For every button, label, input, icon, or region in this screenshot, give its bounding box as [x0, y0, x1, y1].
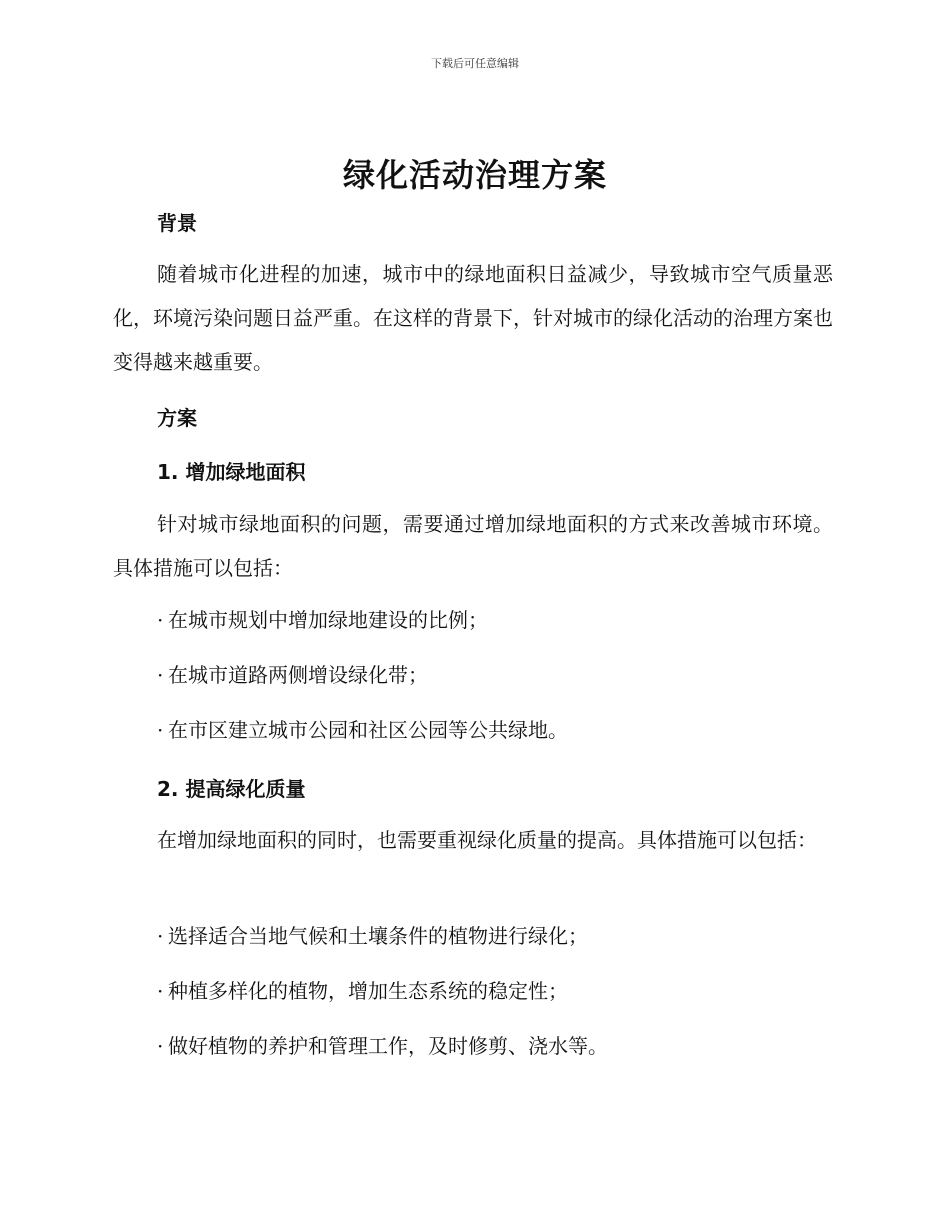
list-item: [157, 661, 428, 689]
list-item: [157, 716, 568, 744]
subsection-heading-2: 2. 提高绿化质量: [157, 777, 306, 801]
subsection-heading-1: 1. 增加绿地面积: [157, 460, 306, 484]
list-item: [157, 606, 488, 634]
bullet-marker: ·: [157, 924, 164, 948]
list-item-text: 做好植物的养护和管理工作，及时修剪、浇水等。: [168, 1034, 608, 1058]
header-note: 下载后可任意编辑: [431, 57, 519, 70]
bullet-marker: ·: [157, 718, 164, 742]
section-heading-background: 背景: [157, 211, 197, 235]
list-item-text: 在城市道路两侧增设绿化带；: [168, 663, 428, 687]
section-heading-plan: 方案: [157, 406, 197, 430]
list-item-text: 选择适合当地气候和土壤条件的植物进行绿化；: [168, 924, 588, 948]
item2-paragraph: 在增加绿地面积的同时，也需要重视绿化质量的提高。具体措施可以包括：: [157, 828, 817, 852]
document-title: 绿化活动治理方案: [342, 156, 607, 194]
bullet-marker: ·: [157, 1034, 164, 1058]
list-item: [157, 922, 588, 950]
bullet-marker: ·: [157, 608, 164, 632]
item1-paragraph: 针对城市绿地面积的问题，需要通过增加绿地面积的方式来改善城市环境。具体措施可以包括：: [113, 512, 833, 580]
background-paragraph: 随着城市化进程的加速，城市中的绿地面积日益减少，导致城市空气质量恶化，环境污染问题日益严重。在这样的背景下，针对城市的绿化活动的治理方案也变得越来越重要。: [113, 262, 833, 374]
list-item: [157, 1032, 608, 1060]
list-item: [157, 977, 568, 1005]
list-item-text: 在城市规划中增加绿地建设的比例；: [168, 608, 488, 632]
list-item-text: 在市区建立城市公园和社区公园等公共绿地。: [168, 718, 568, 742]
list-item-text: 种植多样化的植物，增加生态系统的稳定性；: [168, 979, 568, 1003]
bullet-marker: ·: [157, 979, 164, 1003]
bullet-marker: ·: [157, 663, 164, 687]
